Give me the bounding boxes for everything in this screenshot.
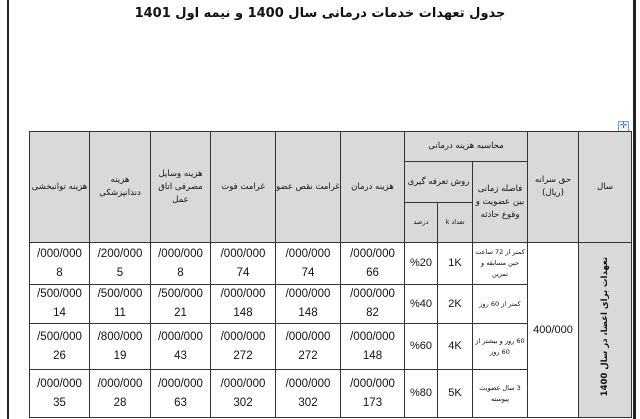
- death-cell: /000/000 272: [211, 324, 276, 370]
- disability-cell: /000/000 272: [276, 324, 341, 370]
- death-cell: /000/000 148: [211, 285, 276, 324]
- header-tariff-method: روش تعرفه گیری: [405, 162, 473, 203]
- treatment-cell: /000/000 148: [341, 324, 405, 370]
- coverage-table: [29, 131, 632, 418]
- year-label: تعهدات برای اعضا، در سال 1400: [599, 256, 610, 397]
- page-border-right: [633, 0, 636, 419]
- or-supplies-cell: /500/000 21: [151, 285, 211, 324]
- k-cell: 5K: [438, 370, 473, 418]
- treatment-cell: /000/000 82: [341, 285, 405, 324]
- treatment-cell: /000/000 173: [341, 370, 405, 418]
- header-rehab: هزینه توانبخشی: [30, 132, 90, 243]
- rehab-cell: /000/000 35: [30, 370, 90, 418]
- disability-cell: /000/000 302: [276, 370, 341, 418]
- k-cell: 2K: [438, 285, 473, 324]
- annual-fee-cell: [528, 243, 579, 418]
- move-icon[interactable]: ✛: [619, 121, 628, 131]
- header-interval: فاصله زمانی بین عضویت و وقوع حادثه: [473, 162, 528, 243]
- rehab-cell: /500/000 26: [30, 324, 90, 370]
- header-year: سال: [579, 132, 632, 243]
- k-cell: 4K: [438, 324, 473, 370]
- dental-cell: /000/000 28: [90, 370, 151, 418]
- header-k-count: تعداد k: [438, 203, 473, 243]
- percent-cell: %40: [405, 285, 438, 324]
- treatment-cell: /000/000 66: [341, 243, 405, 285]
- interval-cell: 60 روز و بیشتر از 60 روز: [473, 324, 528, 370]
- dental-cell: /500/000 11: [90, 285, 151, 324]
- header-death-comp: غرامت فوت: [211, 132, 276, 243]
- header-or-supplies: هزینه وسایل مصرفی اتاق عمل: [151, 132, 211, 243]
- death-cell: /000/000 74: [211, 243, 276, 285]
- interval-cell: 3 سال عضویت پیوسته: [473, 370, 528, 418]
- disability-cell: /000/000 148: [276, 285, 341, 324]
- year-cell: [579, 243, 632, 418]
- page-title: جدول تعهدات خدمات درمانی سال 1400 و نیمه اول 1401: [134, 6, 506, 21]
- table-row: [30, 243, 632, 285]
- or-supplies-cell: /000/000 43: [151, 324, 211, 370]
- k-cell: 1K: [438, 243, 473, 285]
- percent-cell: %20: [405, 243, 438, 285]
- header-calc-group: محاسبه هزینه درمانی: [405, 132, 528, 162]
- disability-cell: /000/000 74: [276, 243, 341, 285]
- interval-cell: کمتر از 60 روز: [473, 285, 528, 324]
- annual-fee-value: 400/000: [533, 323, 573, 336]
- rehab-cell: /500/000 14: [30, 285, 90, 324]
- dental-cell: /800/000 19: [90, 324, 151, 370]
- page-border-left: [7, 0, 9, 419]
- dental-cell: /200/000 5: [90, 243, 151, 285]
- header-percent: درصد: [405, 203, 438, 243]
- rehab-cell: /000/000 8: [30, 243, 90, 285]
- header-dental: هزینه دندانپزشکی: [90, 132, 151, 243]
- header-disability-comp: غرامت نقص عضو: [276, 132, 341, 243]
- death-cell: /000/000 302: [211, 370, 276, 418]
- header-annual-fee: حق سرانه (ریال): [528, 132, 579, 243]
- interval-cell: کمتر از 72 ساعت حین مسابقه و تمرین: [473, 243, 528, 285]
- or-supplies-cell: /000/000 63: [151, 370, 211, 418]
- or-supplies-cell: /000/000 8: [151, 243, 211, 285]
- percent-cell: %60: [405, 324, 438, 370]
- percent-cell: %80: [405, 370, 438, 418]
- header-treatment-cost: هزینه درمان: [341, 132, 405, 243]
